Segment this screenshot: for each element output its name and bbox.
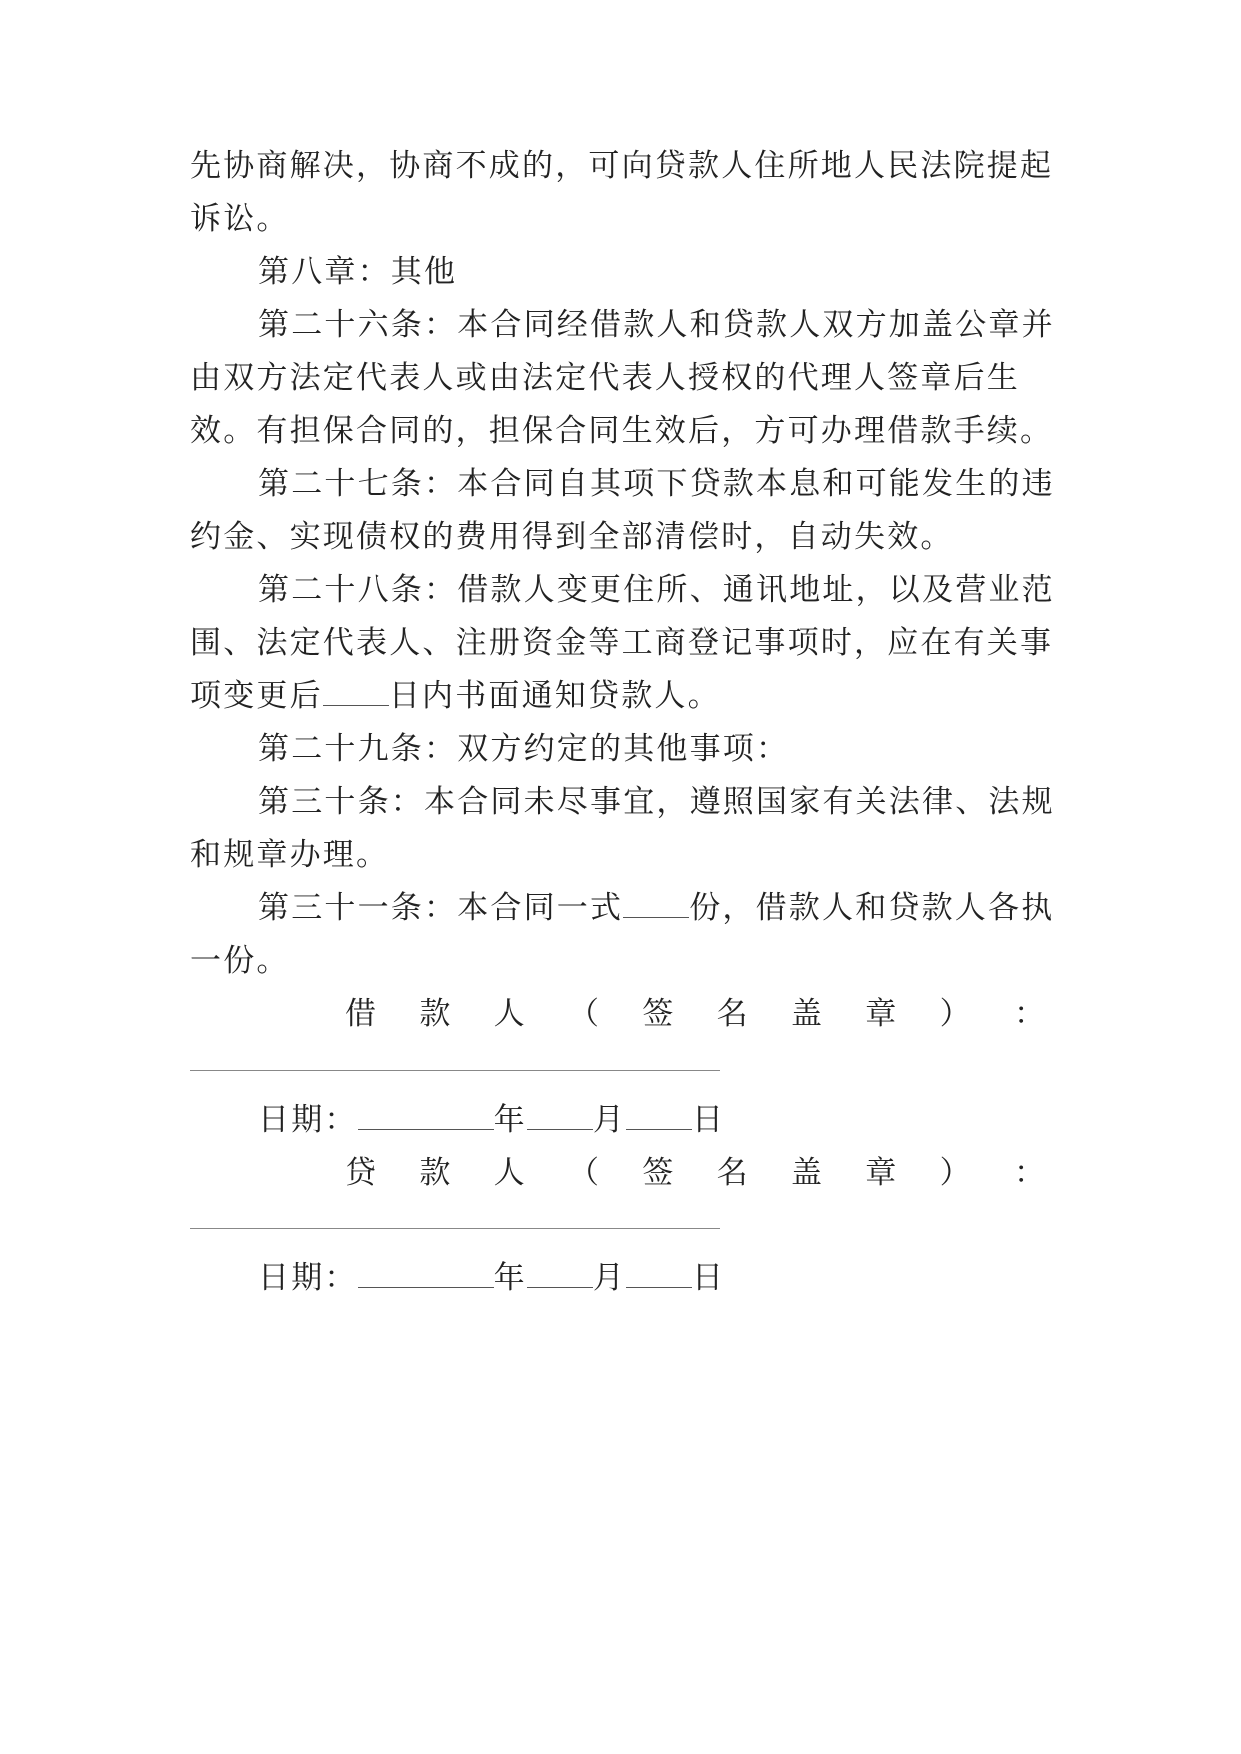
paragraph-line: 诉讼。 <box>190 201 290 237</box>
article-27-line: 约金、实现债权的费用得到全部清偿时，自动失效。 <box>190 519 954 555</box>
fill-blank-day[interactable] <box>626 1261 692 1288</box>
lender-signature-label <box>345 1153 1045 1193</box>
borrower-signature-label <box>345 994 1045 1034</box>
signature-char: 人 <box>493 996 525 1032</box>
article-31-line: 一份。 <box>190 943 290 979</box>
chapter-heading: 第八章：其他 <box>258 254 458 290</box>
signature-char: 签 <box>642 996 674 1032</box>
fill-blank-month[interactable] <box>527 1261 593 1288</box>
fill-blank-year[interactable] <box>358 1261 494 1288</box>
article-31-text: 第三十一条：本合同一式 <box>258 890 624 926</box>
lender-date-line <box>258 1258 1128 1298</box>
signature-char: 借 <box>345 996 376 1032</box>
signature-char: （ <box>567 996 599 1032</box>
article-28-line: 围、法定代表人、注册资金等工商登记事项时，应在有关事 <box>190 625 1054 661</box>
lender-signature-line[interactable] <box>190 1228 720 1229</box>
article-31-line <box>258 888 1128 928</box>
signature-char: 盖 <box>790 996 822 1032</box>
article-28-line <box>190 676 1060 716</box>
signature-char: 签 <box>642 1155 674 1191</box>
borrower-signature-line[interactable] <box>190 1070 720 1071</box>
day-label: 日 <box>692 1260 726 1296</box>
month-label: 月 <box>592 1260 627 1296</box>
signature-char: 名 <box>716 996 748 1032</box>
article-31-text: 份，借款人和贷款人各执 <box>689 890 1055 926</box>
month-label: 月 <box>592 1102 627 1138</box>
article-28-text: 日内书面通知贷款人。 <box>388 678 721 714</box>
signature-char: 盖 <box>790 1155 822 1191</box>
fill-blank-day[interactable] <box>626 1103 692 1130</box>
signature-char: 贷 <box>345 1155 376 1191</box>
day-label: 日 <box>692 1102 726 1138</box>
fill-blank-year[interactable] <box>358 1103 494 1130</box>
article-28-line: 第二十八条：借款人变更住所、通讯地址，以及营业范 <box>258 572 1055 608</box>
signature-char: 款 <box>419 996 451 1032</box>
article-26-line: 效。有担保合同的，担保合同生效后，方可办理借款手续。 <box>190 413 1054 449</box>
fill-blank-days[interactable] <box>323 679 389 706</box>
article-26-line: 第二十六条：本合同经借款人和贷款人双方加盖公章并 <box>258 307 1055 343</box>
signature-char: ： <box>1013 996 1045 1032</box>
signature-char: ： <box>1013 1155 1045 1191</box>
fill-blank-month[interactable] <box>527 1103 593 1130</box>
signature-char: （ <box>567 1155 599 1191</box>
borrower-date-line <box>258 1100 1128 1140</box>
article-28-text: 项变更后 <box>190 678 323 714</box>
date-label: 日期： <box>258 1260 358 1296</box>
year-label: 年 <box>493 1102 527 1138</box>
signature-char: 名 <box>716 1155 748 1191</box>
signature-char: 章 <box>865 996 897 1032</box>
signature-char: ） <box>939 996 971 1032</box>
fill-blank-copies[interactable] <box>623 891 689 918</box>
date-label: 日期： <box>258 1102 358 1138</box>
article-29-line: 第二十九条：双方约定的其他事项： <box>258 731 790 767</box>
article-30-line: 第三十条：本合同未尽事宜，遵照国家有关法律、法规 <box>258 784 1055 820</box>
article-30-line: 和规章办理。 <box>190 837 390 873</box>
signature-char: 款 <box>419 1155 451 1191</box>
signature-char: 章 <box>865 1155 897 1191</box>
signature-char: ） <box>939 1155 971 1191</box>
article-26-line: 由双方法定代表人或由法定代表人授权的代理人签章后生 <box>190 360 1020 396</box>
paragraph-line: 先协商解决，协商不成的，可向贷款人住所地人民法院提起 <box>190 148 1054 184</box>
article-27-line: 第二十七条：本合同自其项下贷款本息和可能发生的违 <box>258 466 1055 502</box>
year-label: 年 <box>493 1260 527 1296</box>
signature-char: 人 <box>493 1155 525 1191</box>
